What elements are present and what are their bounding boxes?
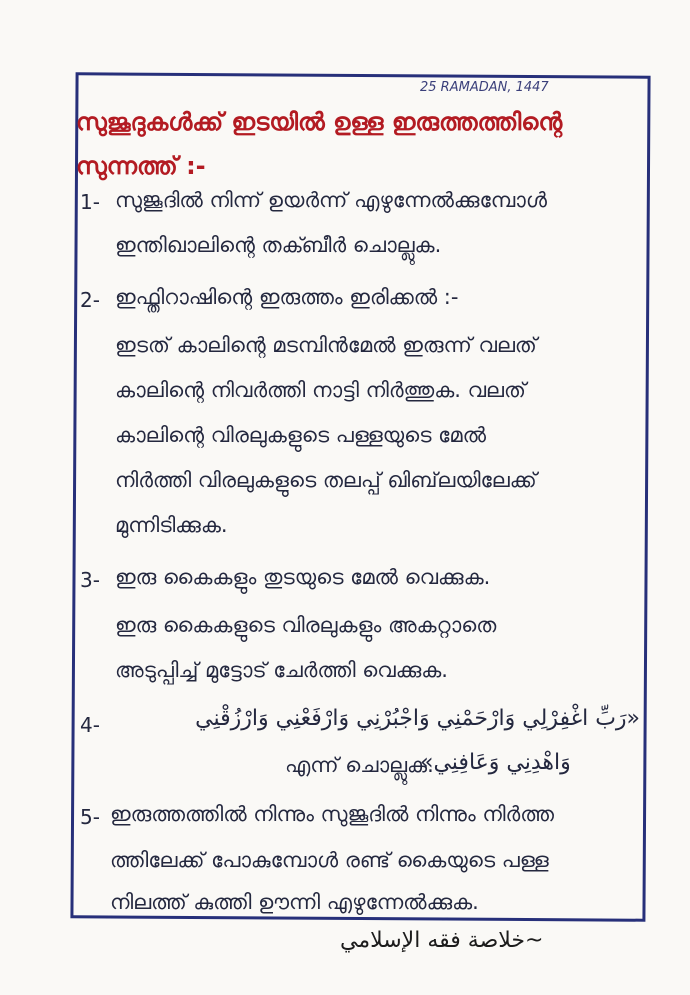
item-3-number: 3- (80, 568, 100, 592)
item-4-arabic-dua: «رَبِّ اغْفِرْلِي وَارْحَمْنِي وَاجْبُرْنِي وَارْفَعْنِي وَارْزُقْنِي (195, 706, 640, 731)
item-5-number: 5- (80, 805, 100, 829)
item-5-line-3: നിലത്ത് കുത്തി ഊന്നി എഴുന്നേൽക്കുക. (110, 890, 479, 914)
item-2-number: 2- (80, 288, 100, 312)
item-2-line-1: ഇഫ്തിറാഷിന്റെ ഇരുത്തം ഇരിക്കൽ :- (115, 285, 459, 309)
item-2-line-3: കാലിന്റെ നിവർത്തി നാട്ടി നിർത്തുക. വലത് (115, 378, 526, 402)
title-line-1: സുജൂദുകൾക്ക് ഇടയിൽ ഉള്ള ഇരുത്തത്തിന്റെ (76, 108, 563, 136)
source-reference: ~خلاصة فقه الإسلامي (340, 928, 544, 953)
item-3-line-1: ഇരു കൈകളും തുടയുടെ മേൽ വെക്കുക. (115, 565, 491, 589)
item-2-line-6: മുന്നിടിക്കുക. (115, 513, 228, 537)
item-1-line-1: സുജൂദിൽ നിന്ന് ഉയർന്ന് എഴുന്നേൽക്കുമ്പോൾ (115, 188, 547, 212)
item-1-number: 1- (80, 190, 100, 214)
item-4-arabic-dua-end: وَاهْدِنِي وَعَافِنِي» (420, 750, 571, 775)
item-2-line-4: കാലിന്റെ വിരലുകളുടെ പള്ളയുടെ മേൽ (115, 423, 486, 447)
date-label: 25 RAMADAN, 1447 (420, 80, 549, 95)
page-title (76, 100, 636, 188)
item-5-line-1: ഇരുത്തത്തിൽ നിന്നും സുജൂദിൽ നിന്നും നിർത്ത (110, 802, 554, 826)
item-2-line-5: നിർത്തി വിരലുകളുടെ തലപ്പ് ഖിബ്‌ലയിലേക്ക് (115, 468, 537, 492)
item-5-line-2: ത്തിലേക്ക് പോകുമ്പോൾ രണ്ട് കൈയുടെ പള്ള (110, 848, 549, 872)
title-line-2: സുന്നത്ത് :- (76, 152, 206, 180)
item-2-line-2: ഇടത് കാലിന്റെ മടമ്പിൻമേൽ ഇരുന്ന് വലത് (115, 333, 537, 357)
item-3-line-2: ഇരു കൈകളുടെ വിരലുകളും അകറ്റാതെ (115, 613, 497, 637)
item-1-line-2: ഇന്തിഖാലിന്റെ തക്ബീർ ചൊല്ലുക. (115, 233, 442, 257)
item-3-line-3: അടുപ്പിച്ച് മുട്ടോട് ചേർത്തി വെക്കുക. (115, 658, 448, 682)
item-4-number: 4- (80, 713, 100, 737)
item-4-line-1: എന്ന് ചൊല്ലുക. (285, 753, 434, 777)
